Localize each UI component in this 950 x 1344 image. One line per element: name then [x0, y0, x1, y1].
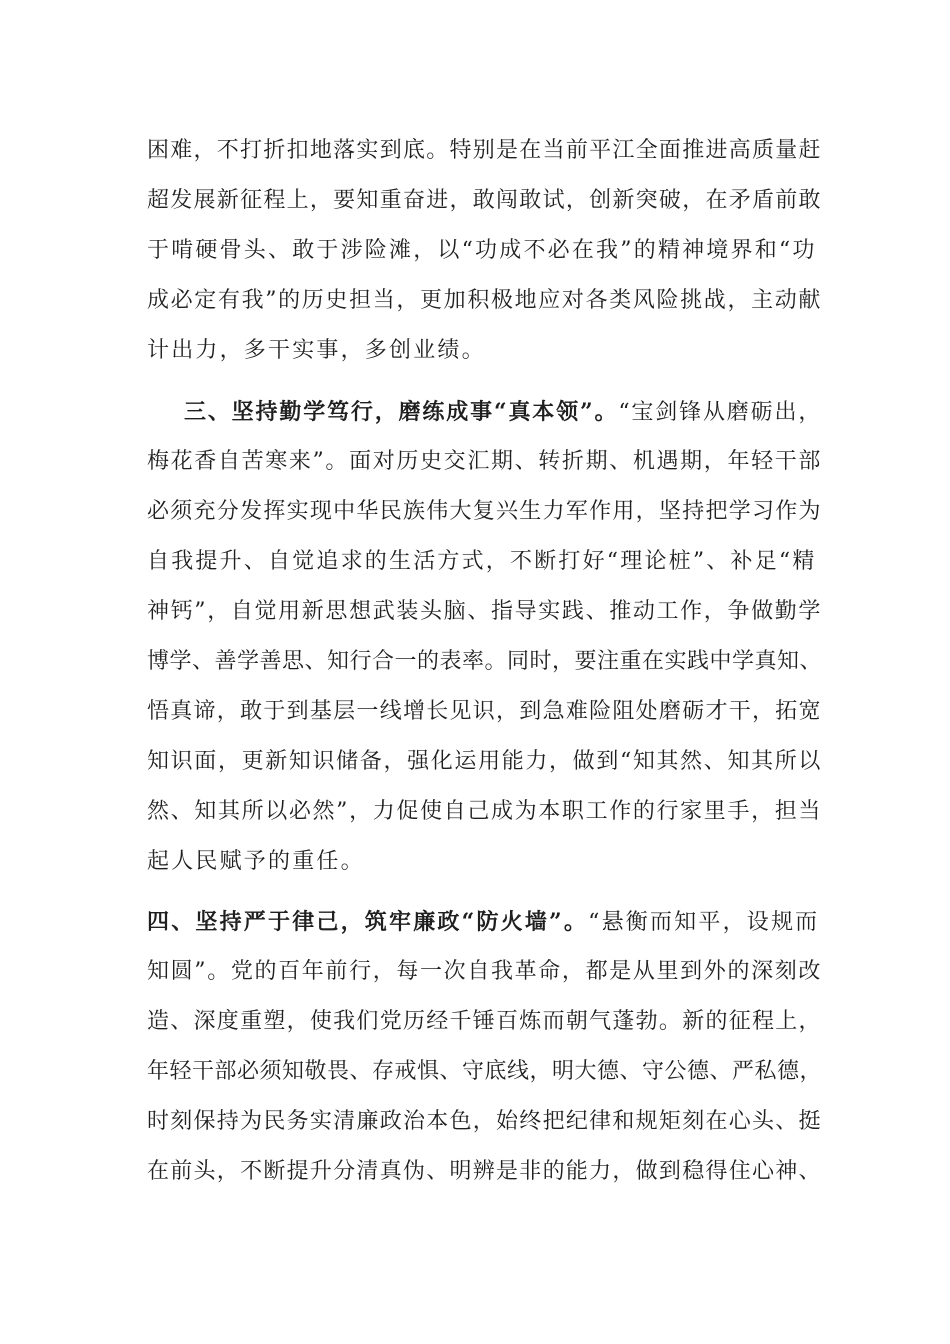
paragraph-1-line-5: 计出力，多干实事，多创业绩。 [147, 338, 486, 363]
paragraph-2-line-9: 然、知其所以必然”，力促使自己成为本职工作的行家里手，担当 [147, 799, 823, 824]
paragraph-2-line-3: 必须充分发挥实现中华民族伟大复兴生力军作用，坚持把学习作为 [147, 499, 822, 524]
paragraph-3-line-6: 在前头，不断提升分清真伪、明辨是非的能力，做到稳得住心神、 [147, 1159, 822, 1184]
paragraph-2-first-line [184, 397, 822, 428]
paragraph-3-first-line [147, 907, 819, 938]
paragraph-3-line-3: 造、深度重塑，使我们党历经千锤百炼而朝气蓬勃。新的征程上， [147, 1009, 822, 1034]
paragraph-2-line-8: 知识面，更新知识储备，强化运用能力，做到“知其然、知其所以 [147, 749, 823, 774]
section-4-first-line-text: “悬衡而知平，设规而 [588, 910, 820, 935]
paragraph-3-line-2: 知圆”。党的百年前行，每一次自我革命，都是从里到外的深刻改 [147, 959, 823, 984]
paragraph-2-line-2: 梅花香自苦寒来”。面对历史交汇期、转折期、机遇期，年轻干部 [147, 449, 823, 474]
paragraph-2-line-5: 神钙”，自觉用新思想武装头脑、指导实践、推动工作，争做勤学 [147, 599, 823, 624]
paragraph-1-line-2: 超发展新征程上，要知重奋进，敢闯敢试，创新突破，在矛盾前敢 [147, 188, 822, 213]
paragraph-2-line-7: 悟真谛，敢于到基层一线增长见识，到急难险阻处磨砺才干，拓宽 [147, 699, 822, 724]
section-3-heading: 三、坚持勤学笃行，磨练成事“真本领”。 [184, 399, 619, 425]
paragraph-2-line-6: 博学、善学善思、知行合一的表率。同时，要注重在实践中学真知、 [147, 649, 823, 674]
paragraph-2-line-10: 起人民赋予的重任。 [147, 849, 365, 874]
section-3-first-line-text: “宝剑锋从磨砺出， [618, 400, 823, 425]
paragraph-1-line-1: 困难，不打折扣地落实到底。特别是在当前平江全面推进高质量赶 [147, 138, 822, 163]
paragraph-1-line-4: 成必定有我”的历史担当，更加积极地应对各类风险挑战，主动献 [147, 288, 823, 313]
section-4-heading: 四、坚持严于律己，筑牢廉政“防火墙”。 [147, 909, 589, 935]
paragraph-3-line-4: 年轻干部必须知敬畏、存戒惧、守底线，明大德、守公德、严私德， [147, 1059, 823, 1084]
paragraph-2-line-4: 自我提升、自觉追求的生活方式，不断打好“理论桩”、补足“精 [147, 549, 817, 574]
paragraph-3-line-5: 时刻保持为民务实清廉政治本色，始终把纪律和规矩刻在心头、挺 [147, 1109, 822, 1134]
paragraph-1-line-3: 于啃硬骨头、敢于涉险滩，以“功成不必在我”的精神境界和“功 [147, 238, 817, 263]
